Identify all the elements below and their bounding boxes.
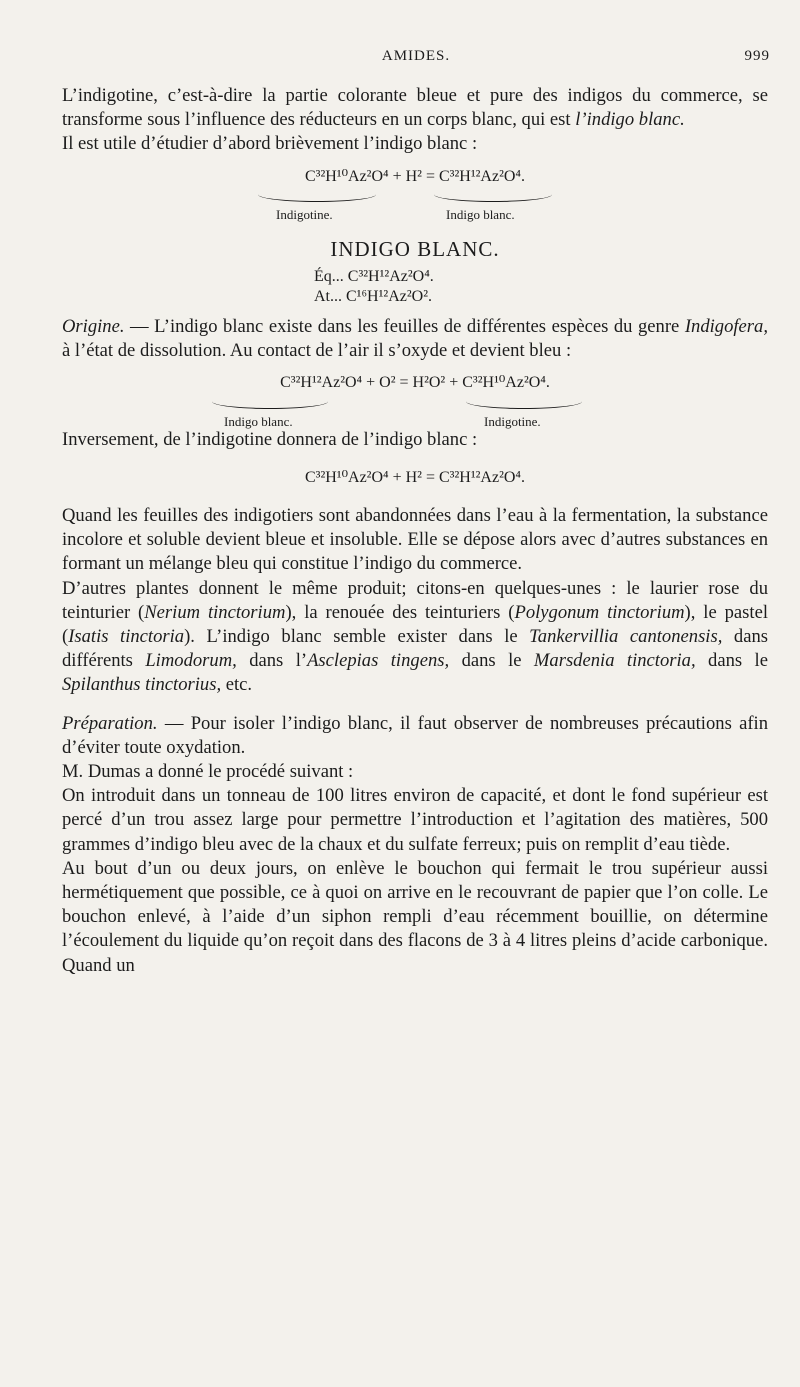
paragraph-plants: D’autres plantes donnent le même produit; citons-en quelques-unes : le laurier rose du teinturier (Nerium tinctorium), la renouée des teinturiers (Polygonum tinctorium), le pastel (Isatis tinctoria). L’indigo blanc semble exister dans le Tankervillia cantonensis, dans différents Limodorum, dans l’Asclepias tingens, dans le Marsdenia tinctoria, dans le Spilanthus tinctorius, etc.: [62, 577, 769, 696]
brace-right: [466, 400, 582, 409]
running-head: [62, 48, 770, 72]
equivalent-formulas: [314, 267, 768, 307]
label-indigo-blanc: Indigo blanc.: [446, 206, 515, 222]
eq-formula: Éq... C³²H¹²Az²O⁴.: [314, 268, 434, 286]
brace-left: [212, 400, 328, 409]
label-indigotine: Indigotine.: [484, 413, 541, 429]
paragraph-fermentation: Quand les feuilles des indigotiers sont abandonnées dans l’eau à la fermentation, la substance incolore et soluble devient bleue et insoluble. Elle se dépose alors avec d’autres substances en formant un mélange bleu qui constitue l’indigo du commerce.: [62, 505, 768, 575]
formula-reduction: C³²H¹⁰Az²O⁴ + H² = C³²H¹²Az²O⁴.: [304, 167, 525, 185]
label-indigo-blanc: Indigo blanc.: [224, 413, 293, 429]
at-formula: At... C¹⁶H¹²Az²O².: [314, 288, 432, 306]
spacer: [62, 698, 768, 712]
paragraph-origine: Origine. — L’indigo blanc existe dans les feuilles de différentes espèces du genre Indigofera, à l’état de dissolution. Au contact de l’air il s’oxyde et devient bleu :: [62, 316, 768, 362]
brace-right: [434, 193, 552, 202]
paragraph-procedure-1: On introduit dans un tonneau de 100 litres environ de capacité, et dont le fond supérieur est percé d’un trou assez large pour permettre l’introduction et l’agitation des matières, 500 grammes d’indigo bleu avec de la chaux et du sulfate ferreux; puis on remplit d’eau tiède.: [62, 785, 768, 855]
label-indigotine: Indigotine.: [276, 206, 333, 222]
paragraph-preparation: Préparation. — Pour isoler l’indigo blanc, il faut observer de nombreuses précautions afin d’éviter toute oxydation.: [62, 712, 768, 758]
running-title: AMIDES.: [381, 48, 451, 64]
paragraph-intro: Il est utile d’étudier d’abord brièvement l’indigo blanc :: [62, 133, 478, 155]
formula-inverse: C³²H¹⁰Az²O⁴ + H² = C³²H¹²Az²O⁴.: [304, 468, 525, 486]
formula-oxidation-labels: [62, 398, 768, 428]
paragraph-indigotine: L’indigotine, c’est-à-dire la partie colorante bleue et pure des indigos du commerce, se transforme sous l’influence des réducteurs en un corps blanc, qui est l’indigo blanc.: [62, 85, 768, 131]
section-title: INDIGO BLANC.: [330, 236, 500, 261]
paragraph-dumas: M. Dumas a donné le procédé suivant :: [62, 761, 354, 783]
page-number: 999: [744, 48, 770, 64]
formula-reduction-labels: [62, 191, 768, 221]
paragraph-inverse: Inversement, de l’indigotine donnera de l’indigo blanc :: [62, 428, 478, 450]
formula-oxidation: C³²H¹²Az²O⁴ + O² = H²O² + C³²H¹⁰Az²O⁴.: [280, 374, 550, 392]
brace-left: [258, 193, 376, 202]
body-text: [62, 84, 768, 978]
paragraph-procedure-2: Au bout d’un ou deux jours, on enlève le bouchon qui fermait le trou supérieur aussi hermétiquement que possible, ce à quoi on arrive en le recouvrant de papier que l’on colle. Le bouchon enlevé, à l’aide d’un siphon rempli d’eau récemment bouillie, on détermine l’écoulement du liquide qu’on reçoit dans des flacons de 3 à 4 litres pleins d’acide carbonique. Quand un: [62, 857, 768, 976]
